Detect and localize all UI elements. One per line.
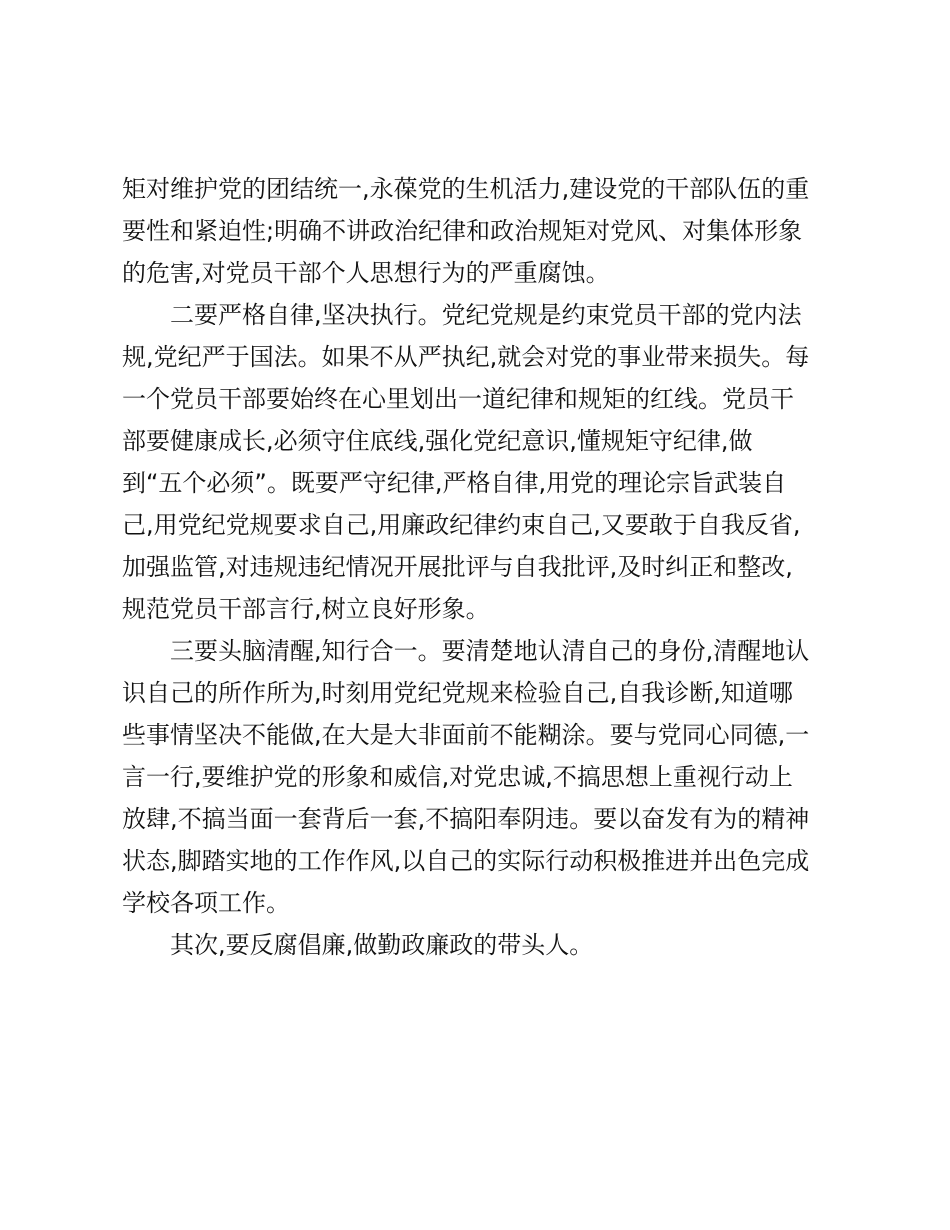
text-line: 学校各项工作。 bbox=[122, 889, 290, 917]
text-line: 的危害,对党员干部个人思想行为的严重腐蚀。 bbox=[122, 259, 610, 287]
text-line: 识自己的所作所为,时刻用党纪党规来检验自己,自我诊断,知道哪 bbox=[122, 679, 793, 707]
text-line: 矩对维护党的团结统一,永葆党的生机活力,建设党的干部队伍的重 bbox=[122, 175, 810, 203]
text-line: 些事情坚决不能做,在大是大非面前不能糊涂。要与党同心同德,一 bbox=[122, 721, 810, 749]
text-line: 规范党员干部言行,树立良好形象。 bbox=[122, 595, 490, 623]
text-line: 三要头脑清醒,知行合一。要清楚地认清自己的身份,清醒地认 bbox=[170, 637, 810, 665]
text-line: 状态,脚踏实地的工作作风,以自己的实际行动积极推进并出色完成 bbox=[122, 847, 810, 875]
text-line: 二要严格自律,坚决执行。党纪党规是约束党员干部的党内法 bbox=[170, 301, 802, 329]
text-line: 加强监管,对违规违纪情况开展批评与自我批评,及时纠正和整改, bbox=[122, 553, 793, 581]
text-line: 一个党员干部要始终在心里划出一道纪律和规矩的红线。党员干 bbox=[122, 385, 794, 413]
text-line: 言一行,要维护党的形象和威信,对党忠诚,不搞思想上重视行动上 bbox=[122, 763, 793, 791]
text-line: 规,党纪严于国法。如果不从严执纪,就会对党的事业带来损失。每 bbox=[122, 343, 810, 371]
text-line: 到“五个必须”。既要严守纪律,严格自律,用党的理论宗旨武装自 bbox=[122, 469, 787, 497]
text-line: 己,用党纪党规要求自己,用廉政纪律约束自己,又要敢于自我反省, bbox=[122, 511, 801, 539]
text-line: 要性和紧迫性;明确不讲政治纪律和政治规矩对党风、对集体形象 bbox=[122, 217, 803, 245]
text-line: 放肆,不搞当面一套背后一套,不搞阳奉阴违。要以奋发有为的精神 bbox=[122, 805, 810, 833]
text-line: 部要健康成长,必须守住底线,强化党纪意识,懂规矩守纪律,做 bbox=[122, 427, 753, 455]
body-text bbox=[122, 168, 842, 966]
text-line: 其次,要反腐倡廉,做勤政廉政的带头人。 bbox=[170, 931, 594, 959]
